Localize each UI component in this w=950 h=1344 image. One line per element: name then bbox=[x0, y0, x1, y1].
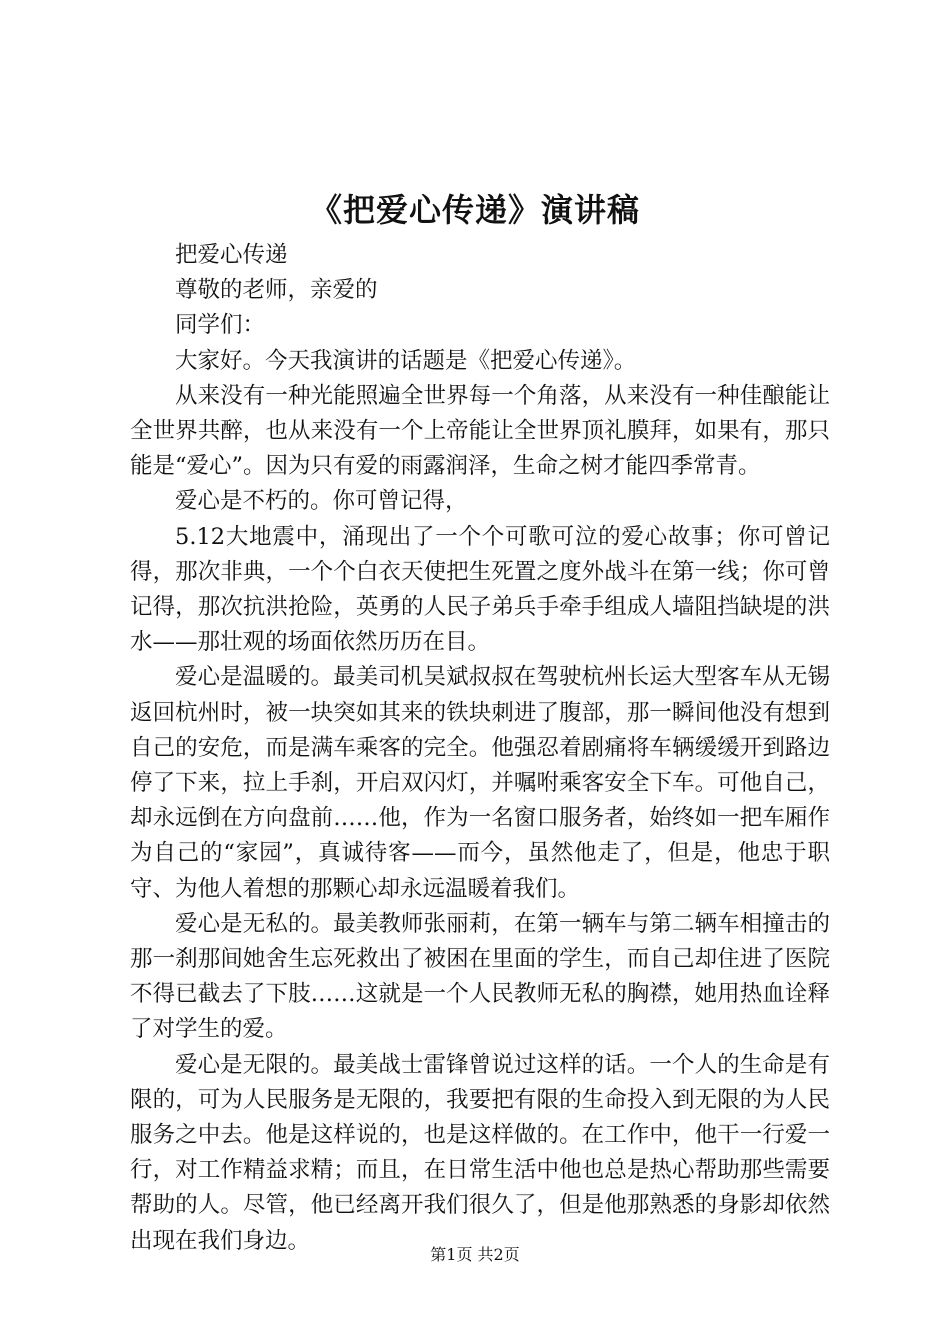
paragraph-infinite: 爱心是无限的。最美战士雷锋曾说过这样的话。一个人的生命是有限的，可为人民服务是无限的，我要把有限的生命投入到无限的为人民服务之中去。他是这样说的，也是这样做的。在工作中，他干一行爱一行，对工作精益求精；而且，在日常生活中他也总是热心帮助那些需要帮助的人。尽管，他已经离开我们很久了，但是他那熟悉的身影却依然出现在我们身边。 bbox=[130, 1051, 830, 1254]
paragraph-earthquake: 5.12大地震中，涌现出了一个个可歌可泣的爱心故事；你可曾记得，那次非典，一个个白衣天使把生死置之度外战斗在第一线；你可曾记得，那次抗洪抢险，英勇的人民子弟兵手牵手组成人墙阻挡缺堤的洪水——那壮观的场面依然历历在目。 bbox=[130, 523, 830, 656]
paragraph-warm: 爱心是温暖的。最美司机吴斌叔叔在驾驶杭州长运大型客车从无锡返回杭州时，被一块突如其来的铁块刺进了腹部，那一瞬间他没有想到自己的安危，而是满车乘客的完全。他强忍着剧痛将车辆缓缓开到路边停了下来，拉上手刹，开启双闪灯，并嘱咐乘客安全下车。可他自己，却永远倒在方向盘前……他，作为一名窗口服务者，始终如一把车厢作为自己的“家园”，真诚待客——而今，虽然他走了，但是，他忠于职守、为他人着想的那颗心却永远温暖着我们。 bbox=[130, 664, 830, 902]
paragraph-immortal: 爱心是不朽的。你可曾记得， bbox=[175, 488, 468, 515]
paragraph-salutation-2: 同学们： bbox=[175, 312, 266, 339]
paragraph-salutation-1: 尊敬的老师，亲爱的 bbox=[175, 277, 378, 304]
paragraph-greeting: 大家好。今天我演讲的话题是《把爱心传递》。 bbox=[175, 347, 637, 374]
paragraph-heading: 把爱心传递 bbox=[175, 242, 288, 268]
paragraph-selfless: 爱心是无私的。最美教师张丽莉，在第一辆车与第二辆车相撞击的那一刹那间她舍生忘死救出了被困在里面的学生，而自己却住进了医院不得已截去了下肢……这就是一个人民教师无私的胸襟，她用热血诠释了对学生的爱。 bbox=[130, 910, 830, 1043]
document-title: 《把爱心传递》演讲稿 bbox=[309, 191, 640, 229]
paragraph-intro: 从来没有一种光能照遍全世界每一个角落，从来没有一种佳酿能让全世界共醉，也从来没有一个上帝能让全世界顶礼膜拜，如果有，那只能是“爱心”。因为只有爱的雨露润泽，生命之树才能四季常青。 bbox=[130, 382, 830, 480]
document-body bbox=[130, 238, 830, 1259]
page-number-footer: 第1页 共2页 bbox=[430, 1245, 520, 1264]
